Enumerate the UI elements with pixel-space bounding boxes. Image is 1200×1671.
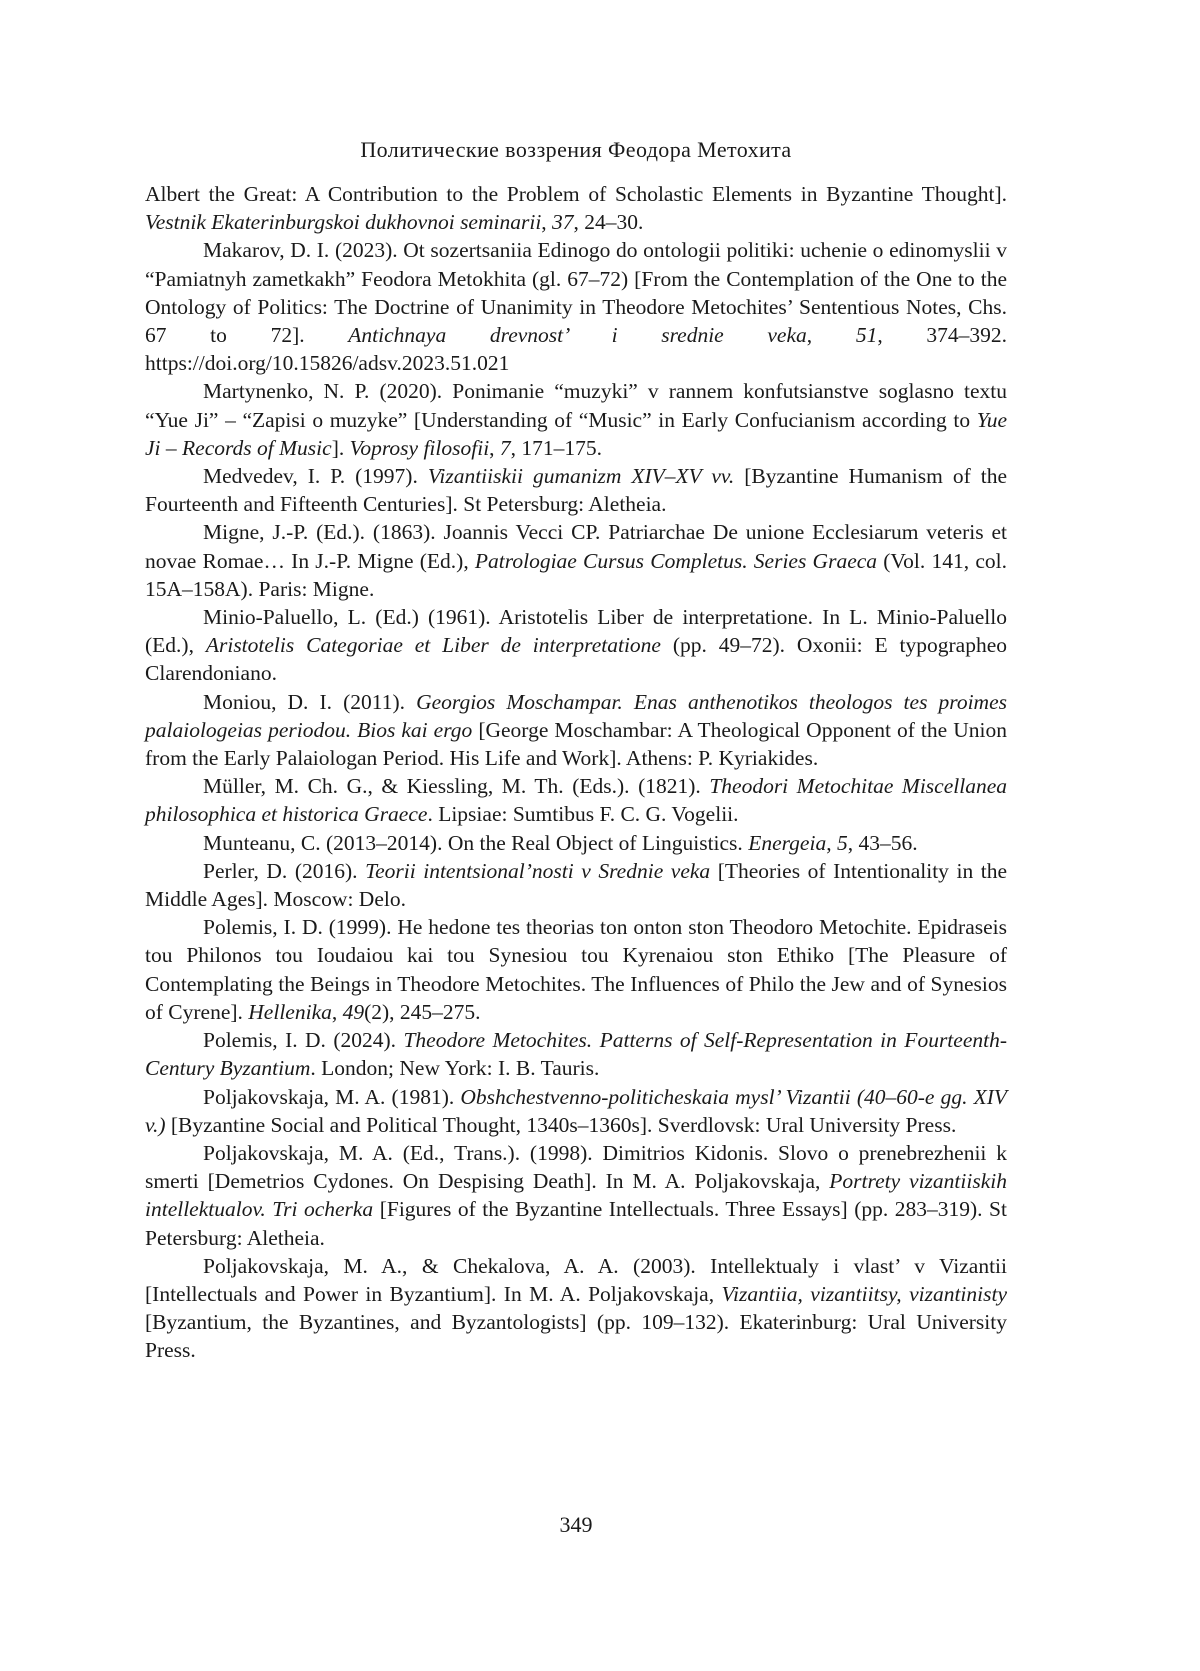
reference-entry (145, 377, 1007, 462)
reference-text-segment: Polemis, I. D. (1999). He hedone tes theorias ton onton ston Theodoro Metochite. Epidraseis tou Philonos tou Ioudaiou kai tou Synesiou tou Kyrenaiou ston Ethiko [The Pleasure of Contemplating the Beings in Theodore Metochites. The Influences of Philo the Jew and of Synesios of Cyrene]. (145, 915, 1007, 1024)
reference-text-segment: ]. (331, 435, 350, 460)
reference-text-segment: , (806, 323, 856, 348)
reference-text-segment: , (331, 999, 343, 1024)
reference-text-segment: (2), 245–275. (364, 999, 481, 1024)
reference-italic-segment: Georgios Moschampar. Enas anthenotikos theologos tes proimes palaiologeias periodou. Bios kai ergo (145, 689, 1007, 742)
reference-entry (145, 913, 1007, 1026)
reference-entry (145, 518, 1007, 603)
reference-text-segment: (Vol. 141, col. 15A–158A). Paris: Migne. (145, 548, 1007, 601)
reference-italic-segment: Voprosy filosofii (349, 435, 490, 460)
reference-entry (145, 1026, 1007, 1082)
reference-text-segment: , 24–30. (573, 210, 644, 235)
reference-list (145, 180, 1007, 1365)
reference-entry (145, 772, 1007, 828)
reference-italic-segment: Aristotelis Categoriae et Liber de interpretatione (205, 633, 661, 658)
reference-text-segment: Medvedev, I. P. (1997). (203, 464, 428, 489)
reference-italic-segment: Vestnik Ekaterinburgskoi dukhovnoi seminarii (145, 210, 542, 235)
reference-text-segment: Poljakovskaja, M. A. (Ed., Trans.). (1998). Dimitrios Kidonis. Slovo o prenebrezhenii k smerti [Demetrios Cydones. On Despising Death]. In M. A. Poljakovskaja, (145, 1140, 1007, 1194)
reference-italic-segment: Hellenika (248, 999, 332, 1024)
reference-text-segment: Poljakovskaja, M. A. (1981). (203, 1084, 461, 1109)
reference-text-segment: (pp. 49–72). Oxonii: E typographeo Clarendoniano. (145, 633, 1007, 686)
reference-text-segment: Müller, M. Ch. G., & Kiessling, M. Th. (Eds.). (1821). (203, 774, 710, 799)
reference-text-segment: , 171–175. (510, 435, 603, 460)
reference-text-segment: Albert the Great: A Contribution to the Problem of Scholastic Elements in Byzantine Thought]. (145, 182, 1007, 206)
reference-text-segment: , (541, 210, 553, 235)
running-header: Политические воззрения Феодора Метохита (360, 137, 792, 162)
reference-text-segment: [George Moschambar: A Theological Opponent of the Union from the Early Palaiologan Period. His Life and Work]. Athens: P. Kyriakides. (145, 717, 1007, 771)
reference-text-segment: . London; New York: I. B. Tauris. (310, 1056, 600, 1081)
reference-italic-segment: 49 (342, 999, 365, 1024)
reference-italic-segment: Patrologiae Cursus Completus. Series Graeca (474, 548, 878, 573)
reference-text-segment: Minio-Paluello, L. (Ed.) (1961). Aristotelis Liber de interpretatione. In L. Minio-Paluello (Ed.), (145, 605, 1007, 658)
reference-entry (145, 603, 1007, 688)
reference-text-segment: Martynenko, N. P. (2020). Ponimanie “muzyki” v rannem konfutsianstve soglasno textu “Yue Ji” – “Zapisi o muzyke” [Understanding of “Music” in Early Confucianism according to (145, 379, 1007, 432)
reference-entry (145, 829, 1007, 857)
reference-italic-segment: Energeia (748, 830, 827, 855)
reference-entry (145, 236, 1007, 377)
reference-italic-segment: 7 (499, 435, 511, 460)
reference-text-segment: Moniou, D. I. (2011). (203, 689, 417, 714)
reference-text-segment: Munteanu, C. (2013–2014). On the Real Object of Linguistics. (203, 830, 749, 855)
reference-text-segment: Polemis, I. D. (2024). (203, 1028, 404, 1053)
reference-text-segment: , 374–392. https://doi.org/10.15826/adsv.2023.51.021 (145, 323, 1008, 376)
reference-text-segment: [Byzantine Social and Political Thought, 1340s–1360s]. Sverdlovsk: Ural University Press. (165, 1112, 957, 1137)
reference-italic-segment: Vizantiia, vizantiitsy, vizantinisty (721, 1281, 1008, 1306)
reference-italic-segment: Antichnaya drevnost’ i srednie veka (348, 323, 807, 348)
reference-entry (145, 462, 1007, 518)
reference-italic-segment: Vizantiiskii gumanizm XIV–XV vv. (427, 464, 735, 489)
reference-entry (145, 688, 1007, 773)
reference-text-segment: Poljakovskaja, M. A., & Chekalova, A. A. (2003). Intellektualy i vlast’ v Vizantii [Intellectuals and Power in Byzantium]. In M. A. Poljakovskaja, (145, 1253, 1007, 1306)
reference-entry (145, 857, 1007, 913)
reference-entry (145, 1083, 1007, 1139)
reference-italic-segment: Teorii intentsional’nosti v Srednie veka (365, 858, 711, 883)
reference-italic-segment: Obshchestvenno-politicheskaia mysl’ Vizantii (40–60-e gg. XIV v.) (145, 1084, 1007, 1137)
reference-italic-segment: Yue Ji – Records of Music (145, 407, 1007, 460)
reference-italic-segment: 51 (855, 323, 878, 348)
reference-entry (145, 1139, 1007, 1252)
reference-text-segment: Migne, J.-P. (Ed.). (1863). Joannis Vecci CP. Patriarchae De unione Ecclesiarum veteris et novae Romae… In J.-P. Migne (Ed.), (145, 520, 1007, 573)
page-number: 349 (559, 1512, 593, 1537)
reference-italic-segment: Portrety vizantiiskih intellektualov. Tri ocherka (145, 1169, 1007, 1222)
reference-text-segment: . Lipsiae: Sumtibus F. C. G. Vogelii. (427, 802, 739, 827)
reference-italic-segment: Theodore Metochites. Patterns of Self-Representation in Fourteenth-Century Byzantium (145, 1028, 1008, 1081)
reference-text-segment: [Figures of the Byzantine Intellectuals. Three Essays] (pp. 283–319). St Petersburg: Aletheia. (145, 1197, 1007, 1250)
reference-text-segment: , 43–56. (847, 830, 918, 855)
reference-entry-continued (145, 180, 1007, 236)
reference-italic-segment: Theodori Metochitae Miscellanea philosophica et historica Graece (145, 774, 1008, 827)
reference-text-segment: , (489, 435, 500, 460)
reference-text-segment: [Byzantine Humanism of the Fourteenth and Fifteenth Centuries]. St Petersburg: Aletheia. (145, 464, 1008, 517)
reference-italic-segment: 5 (836, 830, 848, 855)
reference-italic-segment: 37 (552, 210, 574, 235)
reference-text-segment: Makarov, D. I. (2023). Ot sozertsaniia Edinogo do ontologii politiki: uchenie o edinomyslii v “Pamiatnyh zametkakh” Feodora Metokhita (gl. 67–72) [From the Contemplation of the One to the Ontology of Politics: The Doctrine of Unanimity in Theodore Metochites’ Sententious Notes, Chs. 67 to 72]. (145, 238, 1007, 348)
reference-text-segment: [Theories of Intentionality in the Middle Ages]. Moscow: Delo. (145, 858, 1008, 912)
reference-entry (145, 1252, 1007, 1365)
reference-text-segment: , (826, 830, 837, 855)
reference-text-segment: Perler, D. (2016). (203, 858, 366, 883)
reference-text-segment: [Byzantium, the Byzantines, and Byzantologists] (pp. 109–132). Ekaterinburg: Ural University Press. (145, 1310, 1007, 1363)
